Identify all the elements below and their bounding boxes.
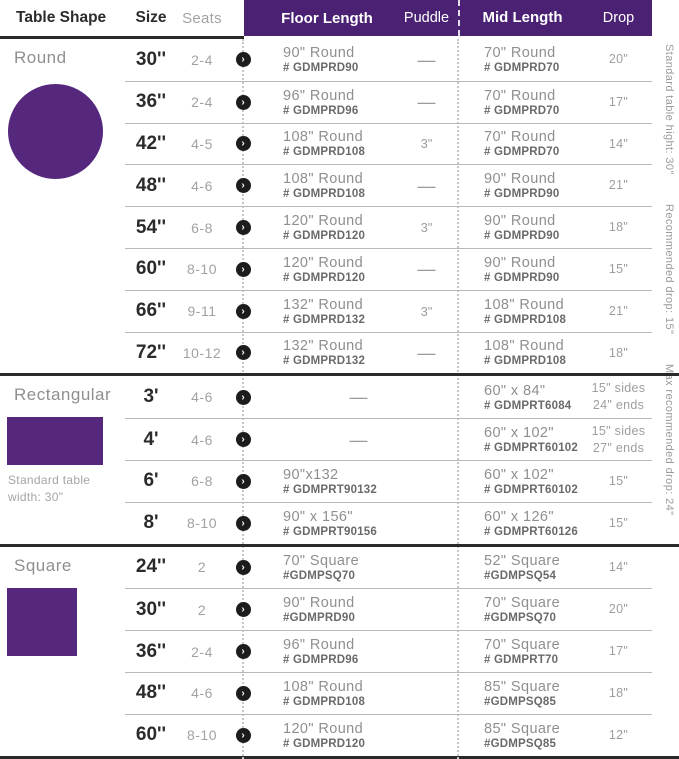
table-row [125,332,652,374]
row-link-arrow-icon[interactable]: › [236,262,251,277]
seats-cell: 4-6 [191,177,213,194]
size-cell: 60'' [135,258,167,280]
floor-length-cell [259,255,395,284]
mid-item-number: # GDMPRD70 [484,104,560,117]
shape-column [0,547,125,756]
floor-length-cell [259,553,395,582]
seats-cell: 4-6 [191,389,213,406]
drop-cell [585,51,652,68]
mid-item-number: #GDMPSQ85 [484,737,557,750]
mid-item-number: #GDMPSQ85 [484,695,557,708]
table-row [125,206,652,248]
floor-length-cell [259,45,395,74]
drop-value: 17" [608,644,629,659]
square-shape [7,588,77,656]
mid-length-cell [458,213,585,242]
drop-value: 12" [608,727,629,742]
no-puddle-dash: — [417,92,436,113]
floor-length-cell [259,679,395,708]
mid-size: 85" Square [484,720,561,737]
mid-length-cell [458,383,585,412]
circle-shape [8,84,103,179]
col-header-puddle: Puddle [403,10,450,26]
floor-size: 96" Round [283,637,355,654]
floor-size: 132" Round [283,296,364,313]
side-note-max-drop: Max recommended drop: 24" [663,363,675,516]
seats-cell: 2-4 [191,94,213,111]
table-row [125,39,652,81]
section-rows [125,376,652,543]
floor-size: 90" x 156" [283,508,353,525]
section-label: Rectangular [14,385,112,405]
header-left-columns [0,0,244,36]
floor-size: 90" Round [283,595,355,612]
mid-item-number: # GDMPRD70 [484,146,560,159]
puddle-value: 3" [420,220,433,236]
drop-cell [585,559,652,576]
table-row [125,81,652,123]
seats-cell: 4-5 [191,135,213,152]
floor-size: 96" Round [283,87,355,104]
table-row [125,547,652,589]
drop-cell [585,423,652,457]
mid-size: 70" Square [484,595,561,612]
drop-value: 14" [608,136,629,151]
row-link-arrow-icon[interactable]: › [236,474,251,489]
mid-length-cell [458,721,585,750]
row-link-arrow-icon[interactable]: › [236,560,251,575]
floor-length-cell [259,88,395,117]
floor-item-number: # GDMPRD132 [283,313,366,326]
size-cell: 48'' [135,682,167,704]
arrow-cell [227,516,259,531]
mid-size: 52" Square [484,552,561,569]
floor-item-number: # GDMPRT90156 [283,525,377,538]
drop-value: 15" [608,261,629,276]
arrow-cell [227,432,259,447]
no-puddle-dash: — [417,259,436,280]
size-cell: 54'' [135,216,167,238]
floor-length-cell [259,338,395,367]
mid-item-number: #GDMPSQ54 [484,569,557,582]
floor-item-number: # GDMPRD108 [283,146,366,159]
arrow-cell [227,52,259,67]
floor-size: 70" Square [283,552,360,569]
floor-length-cell [259,509,395,538]
size-cell: 8' [143,512,159,534]
floor-item-number: # GDMPRD90 [283,62,359,75]
col-header-drop: Drop [602,10,635,26]
section-rectangular [0,373,679,543]
size-cell: 24'' [135,556,167,578]
drop-value: 18" [608,220,629,235]
floor-length-cell [259,637,395,666]
shape-caption: Standard table width: 30" [8,473,91,504]
arrow-cell [227,728,259,743]
drop-value: 17" [608,94,629,109]
drop-cell [585,219,652,236]
drop-value: 15" sides [591,423,646,438]
mid-length-cell [458,255,585,284]
section-square [0,544,679,756]
size-cell: 42'' [135,132,167,154]
mid-size: 70" Round [484,45,556,62]
floor-length-cell [259,297,395,326]
mid-length-cell [458,637,585,666]
header-row [0,0,679,36]
table-row [125,248,652,290]
mid-length-cell [458,129,585,158]
row-link-arrow-icon[interactable]: › [236,728,251,743]
size-cell: 30'' [135,48,167,70]
drop-value: 21" [608,178,629,193]
puddle-cell [395,51,458,69]
arrow-cell [227,602,259,617]
drop-value: 21" [608,303,629,318]
section-round [0,39,679,373]
row-link-arrow-icon[interactable]: › [236,95,251,110]
row-link-arrow-icon[interactable]: › [236,390,251,405]
arrow-cell [227,220,259,235]
mid-size: 60" x 84" [484,382,546,399]
drop-value: 18" [608,345,629,360]
size-chart-table [0,39,679,759]
mid-item-number: # GDMPRT60126 [484,525,578,538]
table-row [125,630,652,672]
arrow-cell [227,686,259,701]
row-link-arrow-icon[interactable]: › [236,345,251,360]
col-header-size: Size [135,9,167,26]
floor-length-cell [259,595,395,624]
col-header-table-shape: Table Shape [16,9,107,26]
table-row [125,290,652,332]
drop-cell [585,643,652,660]
drop-value: 18" [608,685,629,700]
size-cell: 6' [143,470,159,492]
mid-item-number: # GDMPRD90 [484,271,560,284]
mid-size: 70" Round [484,129,556,146]
size-cell: 4' [143,428,159,450]
section-label: Round [14,48,67,67]
mid-size: 90" Round [484,213,556,230]
mid-length-cell [458,88,585,117]
header-purple-band [244,0,652,36]
floor-length-cell [259,431,458,449]
arrow-cell [227,474,259,489]
floor-size: 90" Round [283,45,355,62]
floor-item-number: # GDMPRD108 [283,695,366,708]
mid-item-number: # GDMPRD108 [484,355,567,368]
floor-item-number: # GDMPRD120 [283,737,366,750]
mid-size: 108" Round [484,338,565,355]
arrow-cell [227,95,259,110]
size-cell: 30'' [135,598,167,620]
seats-cell: 2 [197,601,207,618]
arrow-cell [227,644,259,659]
drop-value: 15" sides [591,381,646,396]
floor-length-cell [259,213,395,242]
table-row [125,588,652,630]
arrow-cell [227,178,259,193]
floor-size: 120" Round [283,720,364,737]
floor-item-number: # GDMPRD96 [283,654,359,667]
floor-length-cell [259,388,458,406]
arrow-cell [227,304,259,319]
seats-cell: 2 [197,559,207,576]
floor-size: 90"x132 [283,466,339,483]
drop-cell [585,345,652,362]
seats-cell: 8-10 [186,515,218,532]
arrow-cell [227,390,259,405]
side-note-recommended-drop: Recommended drop: 15" [663,204,675,335]
puddle-cell [395,220,458,235]
floor-item-number: # GDMPRD132 [283,355,366,368]
size-cell: 60'' [135,724,167,746]
row-link-arrow-icon[interactable]: › [236,516,251,531]
puddle-cell [395,260,458,278]
mid-size: 60" x 102" [484,466,554,483]
puddle-cell [395,344,458,362]
shape-column [0,376,125,543]
table-row [125,123,652,165]
mid-length-cell [458,509,585,538]
no-puddle-dash: — [417,342,436,363]
no-puddle-dash: — [417,175,436,196]
col-header-floor-length: Floor Length [281,9,373,27]
mid-length-cell [458,171,585,200]
mid-size: 60" x 126" [484,508,554,525]
section-rows [125,39,652,373]
size-cell: 72'' [135,341,167,363]
row-link-arrow-icon[interactable]: › [236,602,251,617]
table-row [125,714,652,756]
puddle-cell [395,177,458,195]
col-header-seats: Seats [182,9,222,27]
col-header-mid-length: Mid Length [458,0,585,36]
floor-item-number: # GDMPRD108 [283,188,366,201]
seats-cell: 4-6 [191,431,213,448]
drop-cell [585,473,652,490]
seats-cell: 8-10 [186,727,218,744]
mid-length-cell [458,425,585,454]
drop-cell [585,685,652,702]
floor-item-number: # GDMPRD120 [283,271,366,284]
mid-length-cell [458,679,585,708]
drop-value: 14" [608,560,629,575]
mid-length-cell [458,595,585,624]
mid-item-number: # GDMPRT60102 [484,442,578,455]
size-cell: 66'' [135,300,167,322]
no-floor-dash: — [349,387,368,408]
drop-cell [585,380,652,414]
mid-length-cell [458,338,585,367]
floor-size: 108" Round [283,129,364,146]
arrow-cell [227,560,259,575]
floor-size: 108" Round [283,171,364,188]
mid-size: 108" Round [484,296,565,313]
seats-cell: 10-12 [182,344,222,361]
floor-length-cell [259,171,395,200]
drop-value: 20" [608,602,629,617]
drop-value-2: 24" ends [592,398,645,413]
arrow-cell [227,345,259,360]
mid-size: 60" x 102" [484,425,554,442]
seats-cell: 6-8 [191,473,213,490]
seats-cell: 2-4 [191,643,213,660]
seats-cell: 2-4 [191,51,213,68]
table-row [125,418,652,460]
no-floor-dash: — [349,429,368,450]
drop-value-2: 27" ends [592,440,645,455]
section-rows [125,547,652,756]
drop-cell [585,136,652,153]
side-note-table-height: Standard table hight: 30" [663,44,675,175]
table-row [125,502,652,544]
mid-item-number: # GDMPRT6084 [484,399,572,412]
floor-length-cell [259,129,395,158]
floor-length-cell [259,721,395,750]
seats-cell: 9-11 [187,303,217,320]
drop-value: 15" [608,515,629,530]
floor-length-cell [259,467,395,496]
floor-size: 132" Round [283,338,364,355]
row-link-arrow-icon[interactable]: › [236,432,251,447]
rect-shape [7,417,103,465]
section-label: Square [14,555,72,575]
floor-item-number: #GDMPSQ70 [283,569,356,582]
mid-item-number: # GDMPRD90 [484,230,560,243]
drop-cell [585,261,652,278]
seats-cell: 8-10 [186,261,218,278]
row-link-arrow-icon[interactable]: › [236,686,251,701]
mid-length-cell [458,467,585,496]
arrow-cell [227,136,259,151]
puddle-cell [395,136,458,151]
mid-size: 90" Round [484,171,556,188]
size-cell: 36'' [135,640,167,662]
drop-cell [585,601,652,618]
shape-column [0,39,125,373]
floor-item-number: #GDMPRD90 [283,612,356,625]
puddle-value: 3" [420,136,433,152]
table-row [125,672,652,714]
puddle-cell [395,304,458,319]
size-cell: 3' [143,386,159,408]
floor-size: 120" Round [283,254,364,271]
table-row [125,376,652,418]
seats-cell: 4-6 [191,685,213,702]
mid-item-number: #GDMPSQ70 [484,612,557,625]
mid-length-cell [458,45,585,74]
puddle-value: 3" [420,303,433,319]
drop-cell [585,177,652,194]
mid-length-cell [458,297,585,326]
row-link-arrow-icon[interactable]: › [236,136,251,151]
drop-cell [585,303,652,320]
floor-size: 120" Round [283,213,364,230]
row-link-arrow-icon[interactable]: › [236,304,251,319]
row-link-arrow-icon[interactable]: › [236,220,251,235]
drop-cell [585,515,652,532]
mid-length-cell [458,553,585,582]
puddle-cell [395,93,458,111]
mid-size: 90" Round [484,254,556,271]
drop-cell [585,727,652,744]
mid-item-number: # GDMPRD90 [484,188,560,201]
arrow-cell [227,262,259,277]
seats-cell: 6-8 [191,219,213,236]
mid-item-number: # GDMPRT70 [484,654,559,667]
no-puddle-dash: — [417,49,436,70]
mid-size: 70" Square [484,637,561,654]
table-row [125,164,652,206]
row-link-arrow-icon[interactable]: › [236,52,251,67]
size-cell: 36'' [135,91,167,113]
drop-value: 15" [608,473,629,488]
table-row [125,460,652,502]
size-cell: 48'' [135,174,167,196]
mid-size: 70" Round [484,87,556,104]
mid-item-number: # GDMPRD108 [484,313,567,326]
floor-item-number: # GDMPRD120 [283,230,366,243]
row-link-arrow-icon[interactable]: › [236,178,251,193]
drop-cell [585,94,652,111]
row-link-arrow-icon[interactable]: › [236,644,251,659]
mid-item-number: # GDMPRD70 [484,62,560,75]
drop-value: 20" [608,52,629,67]
floor-size: 108" Round [283,678,364,695]
floor-item-number: # GDMPRD96 [283,104,359,117]
mid-size: 85" Square [484,678,561,695]
floor-item-number: # GDMPRT90132 [283,483,377,496]
mid-item-number: # GDMPRT60102 [484,483,578,496]
